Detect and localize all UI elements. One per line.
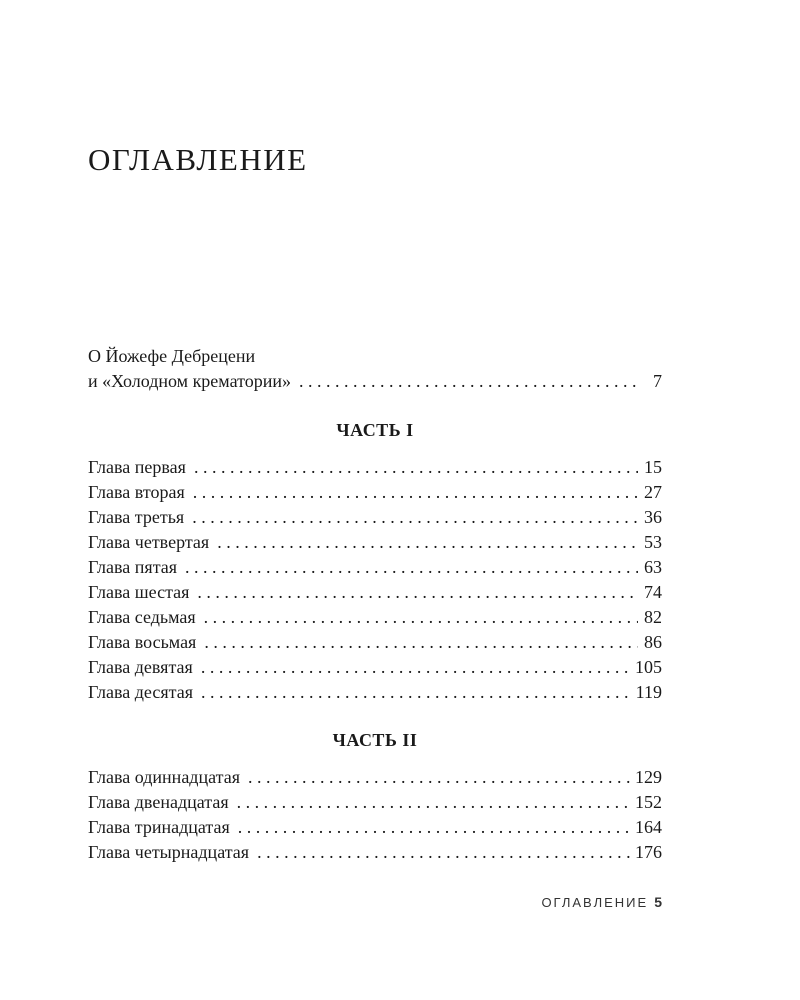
entry-label: Глава восьмая [88,632,197,652]
dot-leader [201,655,633,680]
running-footer [541,894,662,910]
entry-label: Глава тринадцатая [88,817,230,837]
toc-entry[interactable] [88,630,662,655]
dot-leader [204,605,638,630]
entry-page: 53 [644,532,662,552]
dot-leader [204,630,638,655]
part-2-heading: ЧАСТЬ II [332,730,418,750]
intro-line-1: О Йожефе Дебрецени [88,346,256,366]
entry-page: 105 [635,657,662,677]
entry-label: Глава седьмая [88,607,196,627]
dot-leader [238,815,633,840]
entry-label: Глава четвертая [88,532,210,552]
dot-leader [217,530,638,555]
entry-page: 129 [635,767,662,787]
entry-label: Глава третья [88,507,185,527]
entry-label: Глава двенадцатая [88,792,229,812]
toc-intro [88,344,662,394]
entry-page: 74 [644,582,662,602]
entry-label: Глава десятая [88,682,193,702]
toc-entry-intro[interactable] [88,369,662,394]
toc-entry[interactable] [88,605,662,630]
toc-entry[interactable] [88,765,662,790]
toc-entry[interactable] [88,680,662,705]
entry-label: Глава первая [88,457,186,477]
entry-page: 27 [644,482,662,502]
dot-leader [194,455,638,480]
entry-page: 164 [635,817,662,837]
toc-part-1 [88,455,662,705]
entry-page: 152 [635,792,662,812]
dot-leader [193,480,638,505]
entry-label: Глава девятая [88,657,193,677]
entry-page: 176 [635,842,662,862]
toc-entry[interactable] [88,455,662,480]
dot-leader [237,790,633,815]
entry-label: Глава вторая [88,482,185,502]
toc-entry[interactable] [88,530,662,555]
toc-entry[interactable] [88,505,662,530]
entry-page: 86 [644,632,662,652]
dot-leader [201,680,634,705]
entry-label: Глава шестая [88,582,190,602]
entry-label: и «Холодном крематории» [88,371,291,391]
entry-page: 36 [644,507,662,527]
toc-entry[interactable] [88,840,662,865]
toc-part-2 [88,765,662,865]
toc-entry[interactable] [88,790,662,815]
toc-entry[interactable] [88,555,662,580]
page-number: 5 [654,894,662,910]
part-1-heading: ЧАСТЬ I [336,420,414,440]
entry-page: 7 [653,371,662,391]
entry-page: 63 [644,557,662,577]
dot-leader [248,765,633,790]
dot-leader [257,840,633,865]
entry-page: 119 [635,682,662,702]
dot-leader [192,505,638,530]
entry-label: Глава пятая [88,557,178,577]
toc-entry[interactable] [88,815,662,840]
dot-leader [185,555,638,580]
toc-entry[interactable] [88,655,662,680]
entry-label: Глава одиннадцатая [88,767,240,787]
entry-page: 82 [644,607,662,627]
entry-page: 15 [644,457,662,477]
toc-entry[interactable] [88,480,662,505]
dot-leader [299,369,638,394]
dot-leader [197,580,638,605]
toc-entry[interactable] [88,580,662,605]
page-title: ОГЛАВЛЕНИЕ [88,142,308,177]
entry-label: Глава четырнадцатая [88,842,250,862]
running-head: ОГЛАВЛЕНИЕ [541,895,649,910]
